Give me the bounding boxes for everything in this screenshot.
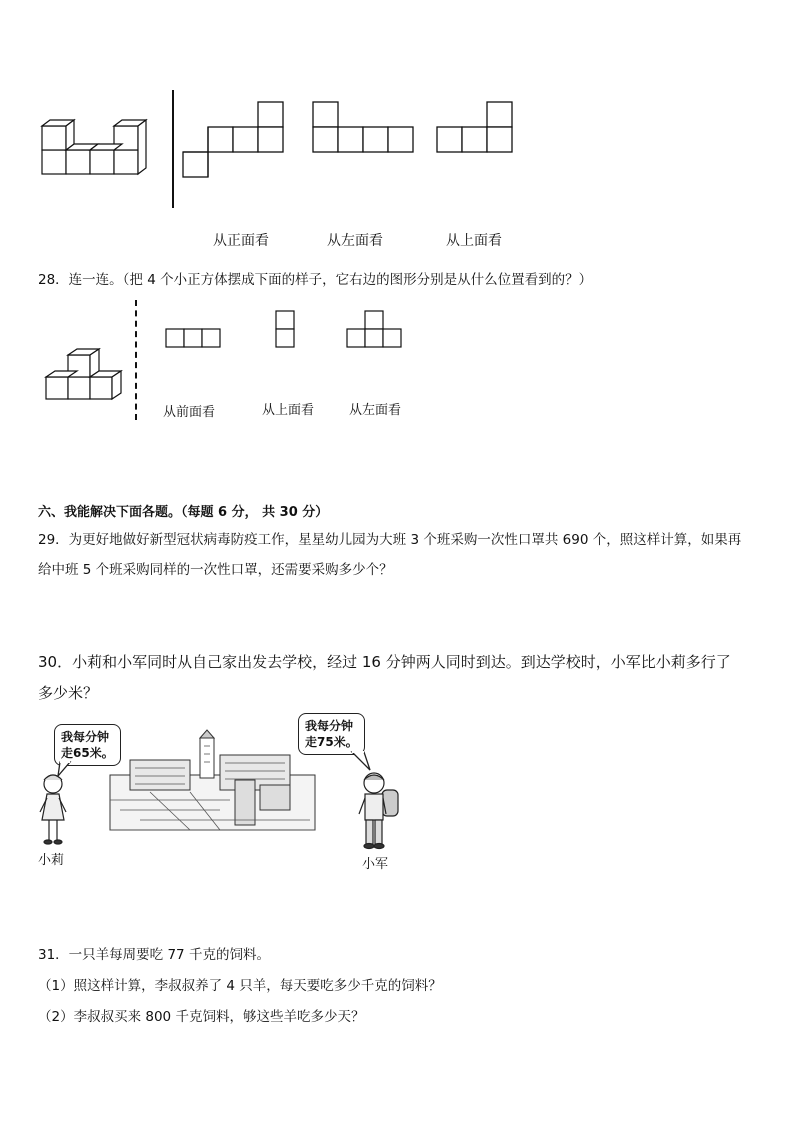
left-bubble-line1: 我每分钟	[61, 730, 110, 744]
q28-label-left: 从左面看	[349, 403, 402, 418]
top-view-shape	[437, 100, 515, 154]
q30-line2: 多少米？	[38, 684, 99, 702]
q28-text: 28．连一连。（把 4 个小正方体摆成下面的样子，它右边的图形分别是从什么位置看到的？）	[38, 272, 593, 288]
right-bubble-line1: 我每分钟	[305, 719, 354, 733]
q28-label-front: 从前面看	[163, 405, 216, 420]
school-building-illustration	[110, 730, 315, 840]
view-label-top: 从上面看	[446, 233, 502, 249]
dashed-divider	[135, 300, 137, 420]
cube-figure-q28	[44, 347, 126, 409]
q28-view-1	[165, 328, 223, 350]
section-title: 六、我能解决下面各题。（每题 6 分， 共 30 分）	[38, 505, 329, 520]
q31-line1: 31．一只羊每周要吃 77 千克的饲料。	[38, 947, 270, 963]
q30-line1: 30．小莉和小军同时从自己家出发去学校，经过 16 分钟两人同时到达。到达学校时，小军比小莉多行了	[38, 653, 731, 671]
q31-line2: （1）照这样计算，李叔叔养了 4 只羊，每天要吃多少千克的饲料？	[38, 978, 442, 994]
boy-figure	[356, 770, 404, 854]
divider-line	[172, 90, 174, 208]
left-view-shape	[313, 100, 415, 154]
view-label-left: 从左面看	[327, 233, 383, 249]
q31-line3: （2）李叔叔买来 800 千克饲料，够这些羊吃多少天？	[38, 1009, 365, 1025]
girl-name: 小莉	[38, 853, 65, 868]
q28-view-2	[275, 310, 297, 350]
boy-name: 小军	[362, 857, 389, 872]
girl-figure	[36, 770, 72, 850]
q29-line2: 给中班 5 个班采购同样的一次性口罩，还需要采购多少个？	[38, 562, 393, 578]
left-bubble-line2: 走65米。	[61, 746, 114, 760]
view-label-front: 从正面看	[213, 233, 269, 249]
q29-line1: 29．为更好地做好新型冠状病毒防疫工作，星星幼儿园为大班 3 个班采购一次性口罩共 690 个，照这样计算，如果再	[38, 532, 742, 548]
q28-label-top: 从上面看	[262, 403, 315, 418]
front-view-shape	[183, 100, 283, 178]
q28-view-3	[346, 310, 404, 350]
cube-figure-top	[38, 118, 158, 182]
right-bubble-line2: 走75米。	[305, 735, 358, 749]
